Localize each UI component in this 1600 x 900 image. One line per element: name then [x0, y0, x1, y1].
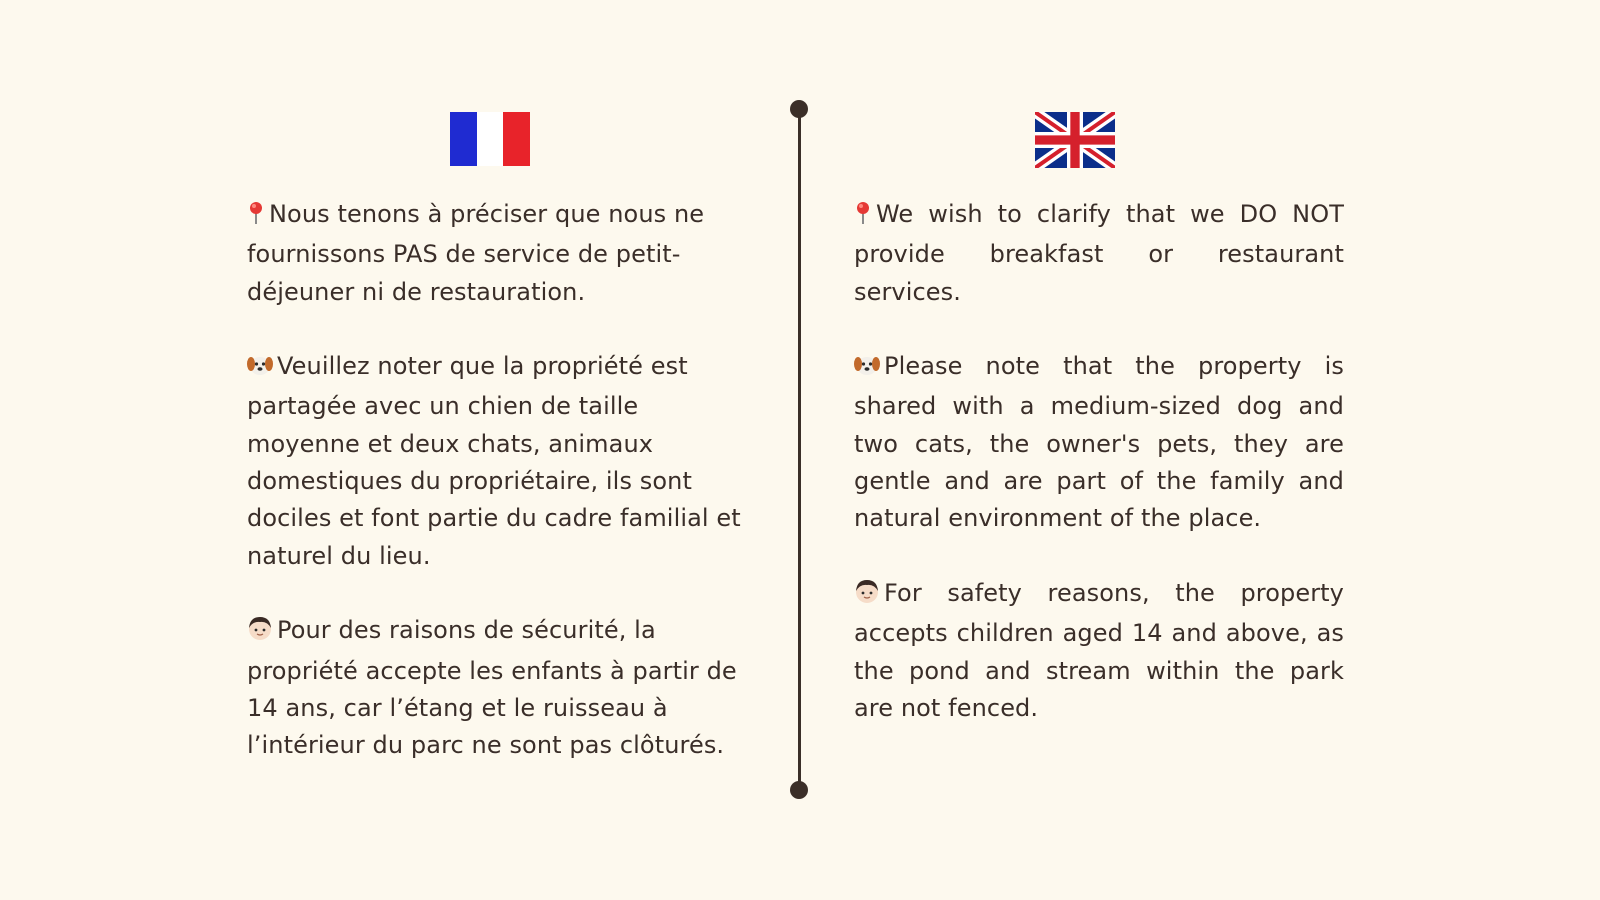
english-paragraph-pets	[854, 348, 1344, 537]
child-face-icon	[247, 615, 273, 652]
french-paragraph-text: Nous tenons à préciser que nous ne fournissons PAS de service de petit-déjeuner ni de restauration.	[247, 200, 705, 306]
french-paragraph-pets	[247, 348, 757, 575]
uk-flag-icon	[1035, 112, 1115, 168]
pin-icon	[247, 199, 265, 236]
french-paragraph-breakfast	[247, 196, 757, 311]
english-paragraph-text: Please note that the property is shared with a medium-sized dog and two cats, the owner's pets, they are gentle and are part of the family and natural environment of the place.	[854, 352, 1344, 533]
dog-face-icon	[854, 351, 880, 388]
france-flag-icon	[450, 112, 530, 166]
french-paragraph-text: Pour des raisons de sécurité, la propriété accepte les enfants à partir de 14 ans, car l’étang et le ruisseau à l’intérieur du parc ne sont pas clôturés.	[247, 616, 737, 760]
french-flag-wrap	[247, 112, 757, 167]
english-flag-wrap	[854, 112, 1344, 167]
french-paragraph-text: Veuillez noter que la propriété est partagée avec un chien de taille moyenne et deux chats, animaux domestiques du propriétaire, ils sont dociles et font partie du cadre familial et naturel du lieu.	[247, 352, 741, 570]
french-column	[247, 112, 757, 802]
divider-top-dot	[790, 100, 808, 118]
divider-bottom-dot	[790, 781, 808, 799]
english-paragraph-text: We wish to clarify that we DO NOT provide breakfast or restaurant services.	[854, 200, 1344, 306]
english-paragraph-breakfast	[854, 196, 1344, 311]
english-column	[854, 112, 1344, 764]
french-paragraph-children	[247, 612, 757, 764]
child-face-icon	[854, 578, 880, 615]
english-paragraph-children	[854, 575, 1344, 727]
dog-face-icon	[247, 351, 273, 388]
vertical-divider	[798, 109, 801, 790]
pin-icon	[854, 199, 872, 236]
english-paragraph-text: For safety reasons, the property accepts children aged 14 and above, as the pond and stream within the park are not fenced.	[854, 578, 1344, 722]
